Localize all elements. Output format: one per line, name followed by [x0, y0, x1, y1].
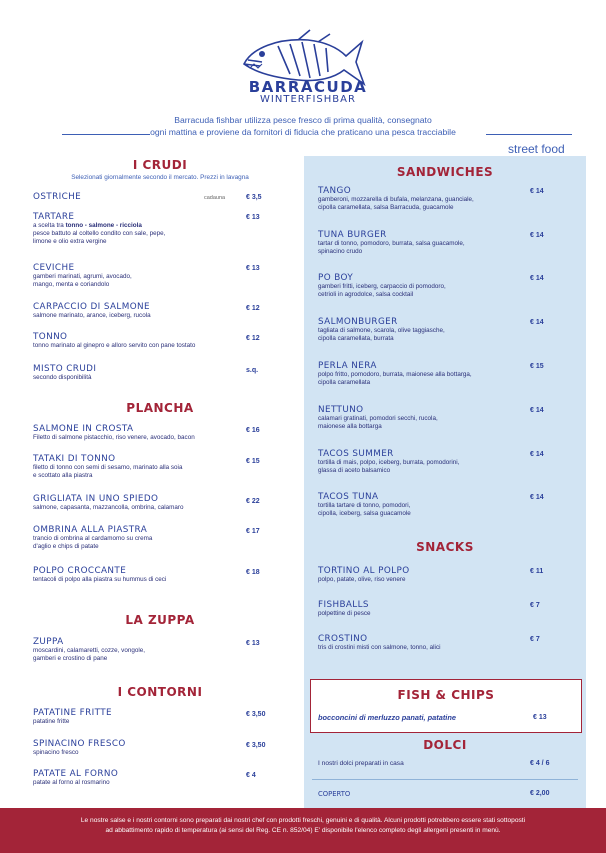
- brand-subtitle: WINTERFISHBAR: [260, 94, 356, 105]
- item-price: € 14: [530, 275, 544, 282]
- item-price: € 12: [246, 305, 260, 312]
- menu-item: TARTARE a scelta tra tonno - salmone - ricciola pesce battuto al coltello condito con sale, pepe, limone e olio extra vergine: [33, 212, 166, 245]
- item-price: € 14: [530, 451, 544, 458]
- crudi-subtitle: Selezionati giornalmente secondo il mercato. Prezzi in lavagna: [71, 174, 249, 181]
- crudi-title: I CRUDI: [132, 158, 188, 172]
- menu-item: TACOS SUMMER tortilla di mais, polpo, iceberg, burrata, pomodorini, glassa di aceto balsamico: [318, 449, 460, 474]
- item-price: € 7: [530, 636, 540, 643]
- item-price: € 7: [530, 602, 540, 609]
- menu-item: PATATINE FRITTE patatine fritte: [33, 708, 112, 725]
- fish-chips-title: FISH & CHIPS: [397, 688, 495, 702]
- coperto-label: COPERTO: [318, 790, 351, 798]
- menu-item: TUNA BURGER tartar di tonno, pomodoro, burrata, salsa guacamole, spinacino crudo: [318, 230, 465, 255]
- intro-text: Barracuda fishbar utilizza pesce fresco di prima qualità, consegnato ogni mattina e proviene da fornitori di fiducia che praticano una pesca tracciabile: [150, 115, 456, 137]
- divider: [486, 134, 572, 135]
- menu-item: TORTINO AL POLPO polpo, patate, olive, riso venere: [318, 566, 410, 583]
- street-food-label: street food: [508, 142, 565, 156]
- item-price: € 22: [246, 498, 260, 505]
- item-price: € 15: [246, 458, 260, 465]
- menu-item: POLPO CROCCANTE tentacoli di polpo alla piastra su hummus di ceci: [33, 566, 167, 583]
- item-price: € 18: [246, 569, 260, 576]
- item-price: € 14: [530, 494, 544, 501]
- brand-name: BARRACUDA: [248, 78, 368, 96]
- menu-item: SALMONBURGER tagliata di salmone, scarola, olive taggiasche, cipolla caramellata, burrata: [318, 317, 445, 342]
- snacks-title: SNACKS: [416, 540, 474, 554]
- fish-chips-desc: bocconcini di merluzzo panati, patatine: [318, 713, 456, 722]
- item-price: € 14: [530, 319, 544, 326]
- plancha-title: PLANCHA: [126, 401, 194, 415]
- sandwiches-title: SANDWICHES: [396, 165, 494, 179]
- item-price: € 12: [246, 335, 260, 342]
- item-price: € 13: [246, 265, 260, 272]
- item-price: € 3,50: [246, 711, 266, 718]
- menu-item: SALMONE IN CROSTA Filetto di salmone pistacchio, riso venere, avocado, bacon: [33, 424, 195, 441]
- item-price: € 14: [530, 407, 544, 414]
- item-price: € 15: [530, 363, 544, 370]
- contorni-title: I CONTORNI: [117, 685, 203, 699]
- menu-item: OMBRINA ALLA PIASTRA trancio di ombrina al cardamomo su crema d'aglio e chips di patate: [33, 525, 153, 550]
- menu-item: SPINACINO FRESCO spinacino fresco: [33, 739, 126, 756]
- item-price: € 3,50: [246, 742, 266, 749]
- menu-item: FISHBALLS polpettine di pesce: [318, 600, 371, 617]
- item-price: € 3,5: [246, 194, 262, 201]
- item-price: € 2,00: [530, 790, 550, 797]
- menu-item: OSTRICHE: [33, 192, 82, 202]
- item-price: € 17: [246, 528, 260, 535]
- item-price: € 16: [246, 427, 260, 434]
- menu-item: TACOS TUNA tortilla tartare di tonno, pomodori, cipolla, iceberg, salsa guacamole: [318, 492, 411, 517]
- menu-item: PATATE AL FORNO patate al forno al rosmarino: [33, 769, 119, 786]
- item-price: € 4 / 6: [530, 760, 550, 767]
- menu-item: TANGO gamberoni, mozzarella di bufala, melanzana, guanciale, cipolla caramellata, salsa Barracuda, guacamole: [318, 186, 474, 211]
- dolci-title: DOLCI: [423, 738, 467, 752]
- zuppa-title: LA ZUPPA: [125, 613, 195, 627]
- menu-item: TONNO tonno marinato al ginepro e alloro servito con pane tostato: [33, 332, 196, 349]
- menu-item: GRIGLIATA IN UNO SPIEDO salmone, capasanta, mazzancolla, ombrina, calamaro: [33, 494, 184, 511]
- menu-item: PERLA NERA polpo fritto, pomodoro, burrata, maionese alla bottarga, cipolla caramellata: [318, 361, 472, 386]
- item-price: € 13: [533, 714, 547, 721]
- divider: [62, 134, 150, 135]
- menu-item: ZUPPA moscardini, calamaretti, cozze, vongole, gamberi e crostino di pane: [33, 637, 145, 662]
- menu-item: PO BOY gamberi fritti, iceberg, carpaccio di pomodoro, cetrioli in agrodolce, salsa cocktail: [318, 273, 446, 298]
- divider: [312, 779, 578, 780]
- dolci-desc: I nostri dolci preparati in casa: [318, 760, 404, 767]
- item-price: € 14: [530, 188, 544, 195]
- menu-item: TATAKI DI TONNO filetto di tonno con semi di sesamo, marinato alla soia e scottato alla piastra: [33, 454, 183, 479]
- menu-item: NETTUNO calamari gratinati, pomodori secchi, rucola, maionese alla bottarga: [318, 405, 438, 430]
- item-price: s.q.: [246, 367, 259, 374]
- item-price: € 13: [246, 214, 260, 221]
- item-price: € 11: [530, 568, 544, 575]
- menu-item: CROSTINO tris di crostini misti con salmone, tonno, alici: [318, 634, 441, 651]
- item-price: € 13: [246, 640, 260, 647]
- item-price: € 4: [246, 772, 256, 779]
- menu-item: CEVICHE gamberi marinati, agrumi, avocado, mango, menta e coriandolo: [33, 263, 132, 288]
- menu-item: MISTO CRUDI secondo disponibilità: [33, 364, 97, 381]
- item-note: cadauna: [204, 195, 226, 201]
- menu-item: CARPACCIO DI SALMONE salmone marinato, arance, iceberg, rucola: [33, 302, 151, 319]
- item-price: € 14: [530, 232, 544, 239]
- allergen-footer: Le nostre salse e i nostri contorni sono preparati dai nostri chef con prodotti freschi, genuini e di qualità. Alcuni prodotti potrebbero essere stati sottoposti ad abbattimento rapido di temperatura (ai sensi del Reg. CE n. 852/04) E' disponibile l'elenco completo degli allergeni presenti in menù.: [0, 808, 606, 853]
